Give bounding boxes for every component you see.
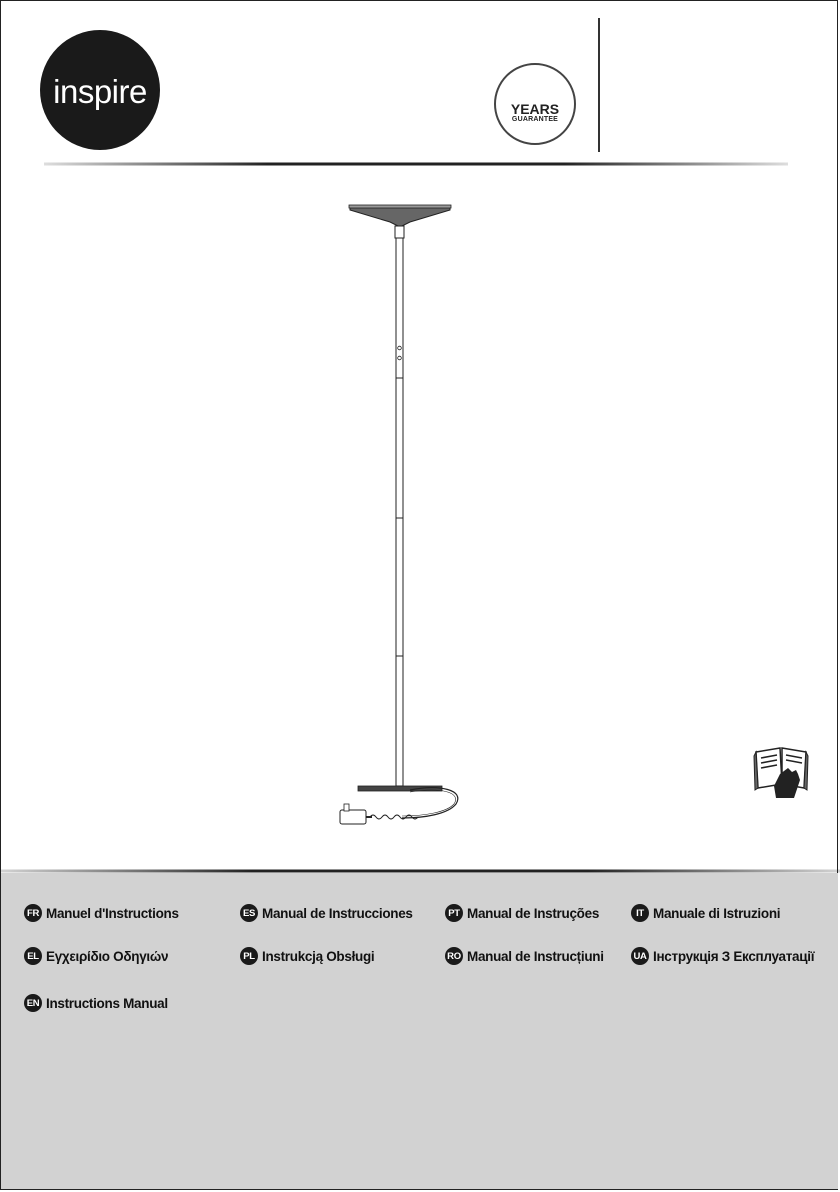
language-code-badge: EN	[24, 994, 42, 1012]
read-manual-icon	[752, 744, 812, 800]
language-code-badge: EL	[24, 947, 42, 965]
language-item-ua	[631, 946, 814, 966]
language-code-badge: PT	[445, 904, 463, 922]
language-item-el	[24, 946, 168, 966]
floor-lamp-icon	[330, 200, 470, 830]
language-code-badge: PL	[240, 947, 258, 965]
language-item-it	[631, 903, 780, 923]
language-title: Instrukcją Obsługi	[262, 948, 375, 964]
header-vertical-divider	[598, 18, 600, 152]
language-title: Manual de Instruções	[467, 905, 600, 921]
language-title: Εγχειρίδιο Οδηγιών	[46, 948, 169, 964]
language-title: Manuale di Istruzioni	[653, 905, 781, 921]
language-item-pl	[240, 946, 374, 966]
guarantee-label: GUARANTEE	[511, 115, 559, 123]
language-title: Manual de Instrucțiuni	[467, 948, 604, 964]
language-item-fr	[24, 903, 179, 923]
logo-text: inspire	[53, 73, 147, 110]
language-code-badge: ES	[240, 904, 258, 922]
inspire-logo	[40, 30, 160, 150]
language-item-en	[24, 993, 168, 1013]
language-title: Instructions Manual	[46, 995, 168, 1011]
language-item-es	[240, 903, 413, 923]
language-code-badge: RO	[445, 947, 463, 965]
guarantee-years-label: YEARS	[510, 100, 560, 117]
language-item-ro	[445, 946, 604, 966]
language-title: Manual de Instrucciones	[262, 905, 413, 921]
language-item-pt	[445, 903, 599, 923]
language-code-badge: IT	[631, 904, 649, 922]
language-list	[1, 873, 838, 1189]
header-divider	[44, 162, 788, 166]
language-title: Інструкція З Експлуатації	[653, 948, 815, 964]
guarantee-badge	[494, 63, 576, 145]
language-title: Manuel d'Instructions	[46, 905, 179, 921]
language-code-badge: UA	[631, 947, 649, 965]
language-code-badge: FR	[24, 904, 42, 922]
